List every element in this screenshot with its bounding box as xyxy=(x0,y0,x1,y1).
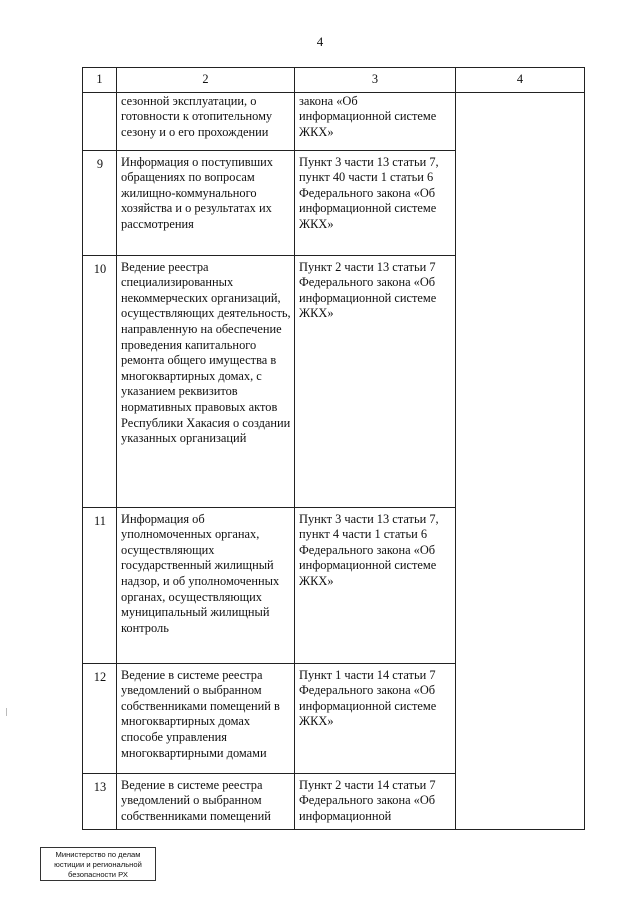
stamp-line: Министерство по делам xyxy=(55,850,141,859)
row-description: Ведение реестра специализированных некоммерческих организаций, осуществляющих деятельность, направленную на обеспечение проведения капитального ремонта общего имущества в многоквартирных домах, с указанием реквизитов нормативных правовых актов Республики Хакасия о создании указанных организаций xyxy=(117,255,295,507)
row-basis: Пункт 2 части 14 статьи 7 Федерального закона «Об информационной xyxy=(295,773,456,829)
row-basis: Пункт 2 части 13 статьи 7 Федерального закона «Об информационной системе ЖКХ» xyxy=(295,255,456,507)
row-description: Информация о поступивших обращениях по вопросам жилищно-коммунального хозяйства и о результатах их рассмотрения xyxy=(117,150,295,255)
ministry-stamp xyxy=(40,847,156,881)
row-number: 12 xyxy=(83,663,117,773)
table-row xyxy=(83,150,585,255)
row-description: Ведение в системе реестра уведомлений о выбранном собственниками помещений xyxy=(117,773,295,829)
stamp-line: юстиции и региональной xyxy=(54,860,142,869)
row-note xyxy=(456,255,585,507)
row-note xyxy=(456,663,585,773)
row-note xyxy=(456,773,585,829)
row-note xyxy=(456,150,585,255)
row-number: 10 xyxy=(83,255,117,507)
document-table xyxy=(82,67,585,830)
page-number: 4 xyxy=(316,34,324,49)
stamp-line: безопасности РХ xyxy=(68,870,128,879)
header-col-3: 3 xyxy=(295,68,456,93)
header-col-1: 1 xyxy=(83,68,117,93)
table-row xyxy=(83,663,585,773)
row-number: 9 xyxy=(83,150,117,255)
row-note xyxy=(456,92,585,150)
row-description: Ведение в системе реестра уведомлений о выбранном собственниками помещений в многоквартирных домах способе управления многоквартирными домами xyxy=(117,663,295,773)
row-number: 11 xyxy=(83,507,117,663)
table-row xyxy=(83,255,585,507)
header-col-2: 2 xyxy=(117,68,295,93)
row-basis: Пункт 1 части 14 статьи 7 Федерального закона «Об информационной системе ЖКХ» xyxy=(295,663,456,773)
table-header-row xyxy=(83,68,585,93)
row-basis: Пункт 3 части 13 статьи 7, пункт 4 части 1 статьи 6 Федерального закона «Об информационной системе ЖКХ» xyxy=(295,507,456,663)
row-basis: Пункт 3 части 13 статьи 7, пункт 40 части 1 статьи 6 Федерального закона «Об информационной системе ЖКХ» xyxy=(295,150,456,255)
scan-margin-mark xyxy=(6,708,7,716)
row-note xyxy=(456,507,585,663)
row-number-cell xyxy=(83,92,117,150)
row-basis: закона «Об информационной системе ЖКХ» xyxy=(295,92,456,150)
table-row xyxy=(83,507,585,663)
table-row-continuation xyxy=(83,92,585,150)
table-row xyxy=(83,773,585,829)
row-description: сезонной эксплуатации, о готовности к отопительному сезону и о его прохождении xyxy=(117,92,295,150)
header-col-4: 4 xyxy=(456,68,585,93)
row-description: Информация об уполномоченных органах, осуществляющих государственный жилищный надзор, и об уполномоченных органах, осуществляющих муниципальный жилищный контроль xyxy=(117,507,295,663)
row-number: 13 xyxy=(83,773,117,829)
